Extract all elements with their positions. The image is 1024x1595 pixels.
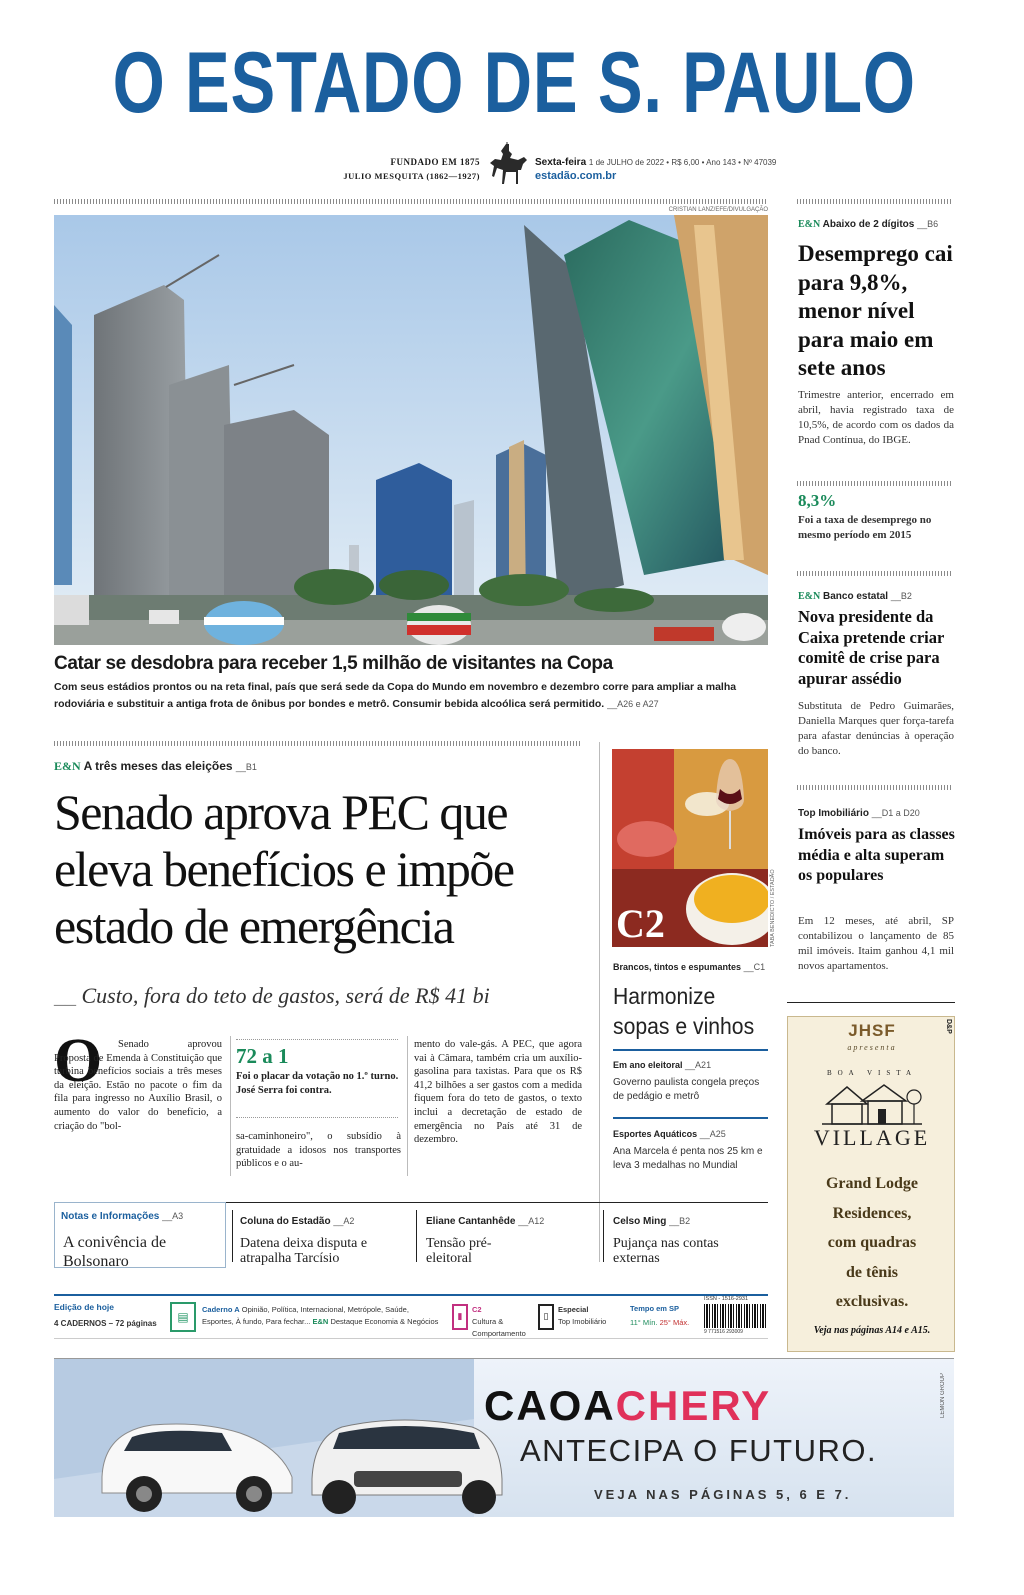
c2-item-text[interactable]: Ana Marcela é penta nos 25 km e leva 3 medalhas no Mundial xyxy=(613,1146,763,1171)
jhsf-presents: apresenta xyxy=(847,1043,897,1052)
box-notas[interactable]: Notas e Informações __A3 A conivência de Bolsonaro xyxy=(54,1202,226,1268)
c2-caderno[interactable]: C2 Cultura & Comportamento xyxy=(472,1305,526,1338)
divider xyxy=(787,1002,955,1003)
side3-body: Em 12 meses, até abril, SP contabilizou o lançamento de 85 mil imóveis. Itaim ganhou 4,1 mil novos apartamentos. xyxy=(798,915,954,972)
divider xyxy=(797,199,953,204)
photo-body xyxy=(54,679,768,713)
divider xyxy=(613,1117,768,1119)
main-col2: sa-caminhoneiro", o subsídio à gratuidade a idosos nos transportes públicos e o au- xyxy=(236,1131,401,1170)
horse-rider-icon xyxy=(484,142,532,188)
main-stat: 72 a 1 xyxy=(236,1044,289,1068)
weekday: Sexta-feira xyxy=(535,157,587,168)
column-rule xyxy=(603,1210,604,1262)
date-info: 1 de JULHO de 2022 • R$ 6,00 • Ano 143 • Nº 47039 xyxy=(588,158,777,167)
barcode-number: 9 771516 293009 xyxy=(704,1329,743,1335)
divider xyxy=(54,741,582,746)
caoa-tagline: ANTECIPA O FUTURO. xyxy=(520,1433,878,1468)
column-rule xyxy=(599,742,600,1262)
main-deck: __ Custo, fora do teto de gastos, será de R$ 41 bi xyxy=(54,983,490,1008)
column-rule xyxy=(230,1036,231,1176)
caderno-a[interactable]: Caderno A Opinião, Política, Internacional, Metrópole, Saúde, Esportes, À fundo, Para fechar... E&N Destaque Economia & Negócios xyxy=(202,1305,439,1326)
divider xyxy=(797,571,953,576)
side3-headline[interactable]: Imóveis para as classes média e alta superam os populares xyxy=(798,826,955,884)
c2-badge: C2 xyxy=(616,901,665,946)
photo-headline: Catar se desdobra para receber 1,5 milhão de visitantes na Copa xyxy=(54,653,613,674)
side1-stat: 8,3% xyxy=(798,491,837,510)
section-tag: E&N xyxy=(798,219,821,230)
special-caderno-icon: ▯ xyxy=(538,1304,554,1330)
caoa-ad[interactable] xyxy=(54,1358,954,1516)
c2-photo-credit: TABA BENEDICTO / ESTADÃO xyxy=(770,869,776,947)
side2-kicker: E&N Banco estatal __B2 xyxy=(798,591,912,602)
c2-caderno-icon: ▮ xyxy=(452,1304,468,1330)
column-rule xyxy=(416,1210,417,1262)
box-celso[interactable]: Celso Ming __B2 Pujança nas contas externas xyxy=(613,1216,719,1266)
main-stat-text: Foi o placar da votação no 1.º turno. José Serra foi contra. xyxy=(236,1071,399,1096)
jhsf-arc-text: BOA VISTA xyxy=(826,1069,918,1077)
drop-cap: O xyxy=(54,1027,103,1095)
caoa-footer: VEJA NAS PÁGINAS 5, 6 E 7. xyxy=(594,1487,852,1502)
photo-body-text: Com seus estádios prontos ou na reta final, país que será sede da Copa do Mundo em novembro e dezembro corre para ampliar a malha rodoviária e substituir a antiga frota de ônibus por bondes e metrô. Consumir bebida alcoólica será permitido. xyxy=(54,681,737,710)
barcode xyxy=(704,1304,766,1328)
main-col1: Senado aprovou Proposta de Emenda à Constituição que turbina benefícios sociais a três meses da eleição. Estão no pacote o fim da fila para ingresso no Auxílio Brasil, o aumento do valor do benefício, a criação do "bol- xyxy=(54,1039,222,1132)
site-link[interactable]: estadão.com.br xyxy=(535,170,617,182)
jhsf-ad[interactable] xyxy=(787,1016,955,1352)
side2-body: Substituta de Pedro Guimarães, Daniella Marques quer força-tarefa para afastar denúncias à operação do banco. xyxy=(798,700,954,757)
edition-text: 4 CADERNOS – 72 páginas xyxy=(54,1319,157,1328)
special-caderno[interactable]: Especial Top Imobiliário xyxy=(558,1305,607,1326)
c2-kicker: Brancos, tintos e espumantes __C1 xyxy=(613,962,766,972)
column-rule xyxy=(407,1036,408,1176)
lead-photo xyxy=(54,215,768,645)
c2-item-label: Em ano eleitoral __A21 xyxy=(613,1060,712,1070)
main-kicker: E&N A três meses das eleições __B1 xyxy=(54,759,257,773)
c2-item-label: Esportes Aquáticos __A25 xyxy=(613,1129,726,1139)
caoa-agency: LEMON GROUP xyxy=(940,1373,946,1419)
jhsf-footer: Veja nas páginas A14 e A15. xyxy=(813,1325,931,1336)
village-house-icon xyxy=(822,1079,922,1129)
side2-headline[interactable]: Nova presidente da Caixa pretende criar comitê de crise para apurar assédio xyxy=(798,607,945,688)
side1-headline[interactable]: Desemprego cai para 9,8%, menor nível para maio em sete anos xyxy=(798,241,953,380)
main-headline[interactable]: Senado aprova PEC que eleva benefícios e impõe estado de emergência xyxy=(54,784,514,954)
box-coluna[interactable]: Coluna do Estadão __A2 Datena deixa disputa e atrapalha Tarcísio xyxy=(240,1216,368,1266)
box-eliane[interactable]: Eliane Cantanhêde __A12 Tensão pré-eleitoral xyxy=(426,1216,545,1266)
side1-body: Trimestre anterior, encerrado em abril, havia registrado taxa de 10,5%, de acordo com os dados da Pnad Contínua, do IBGE. xyxy=(798,389,954,446)
divider xyxy=(797,481,953,486)
divider xyxy=(54,199,768,204)
jhsf-village: VILLAGE xyxy=(813,1125,931,1150)
founder-line: JULIO MESQUITA (1862—1927) xyxy=(343,171,480,181)
divider xyxy=(236,1117,398,1118)
divider xyxy=(797,785,953,790)
jhsf-tag: D&P xyxy=(945,1019,952,1034)
jhsf-copy: Grand Lodge Residences, com quadras de tênis exclusivas. xyxy=(825,1175,918,1310)
divider xyxy=(236,1039,398,1040)
issn: ISSN - 1516-2931 xyxy=(704,1296,749,1302)
jhsf-brand: JHSF xyxy=(848,1021,896,1040)
side1-stat-text: Foi a taxa de desemprego no mesmo período em 2015 xyxy=(798,514,932,541)
column-rule xyxy=(232,1210,233,1262)
main-col3: mento do vale-gás. A PEC, que agora vai à Câmara, também cria um auxílio-gasolina para taxistas. Para que os R$ 41,2 bilhões a ser gastos com a medida fiquem fora do teto de gastos, o texto inclui a decretação de estado de emergência no País até 31 de dezembro. xyxy=(414,1039,582,1146)
photo-pages: __A26 e A27 xyxy=(607,699,659,709)
c2-headline[interactable]: Harmonize sopas e vinhos xyxy=(613,983,755,1039)
edition-label: Edição de hoje xyxy=(54,1302,114,1312)
caoa-brand: CAOACHERY xyxy=(484,1382,772,1429)
caderno-a-icon: ▤ xyxy=(170,1302,196,1332)
side1-kicker: E&N Abaixo de 2 dígitos __B6 xyxy=(798,219,939,230)
c2-item-text[interactable]: Governo paulista congela preços de pedágio e metrô xyxy=(613,1077,760,1102)
masthead-title: O ESTADO DE S. PAULO xyxy=(112,35,916,131)
weather-title: Tempo em SP xyxy=(630,1304,680,1313)
divider xyxy=(613,1049,768,1051)
weather-temps: 11° Mín. 25° Máx. xyxy=(630,1318,690,1327)
photo-credit: CRISTIAN LANZ/EFE/DIVULGAÇÃO xyxy=(668,207,768,213)
side3-kicker: Top Imobiliário __D1 a D20 xyxy=(798,808,920,819)
founded-line: FUNDADO EM 1875 xyxy=(390,157,480,167)
